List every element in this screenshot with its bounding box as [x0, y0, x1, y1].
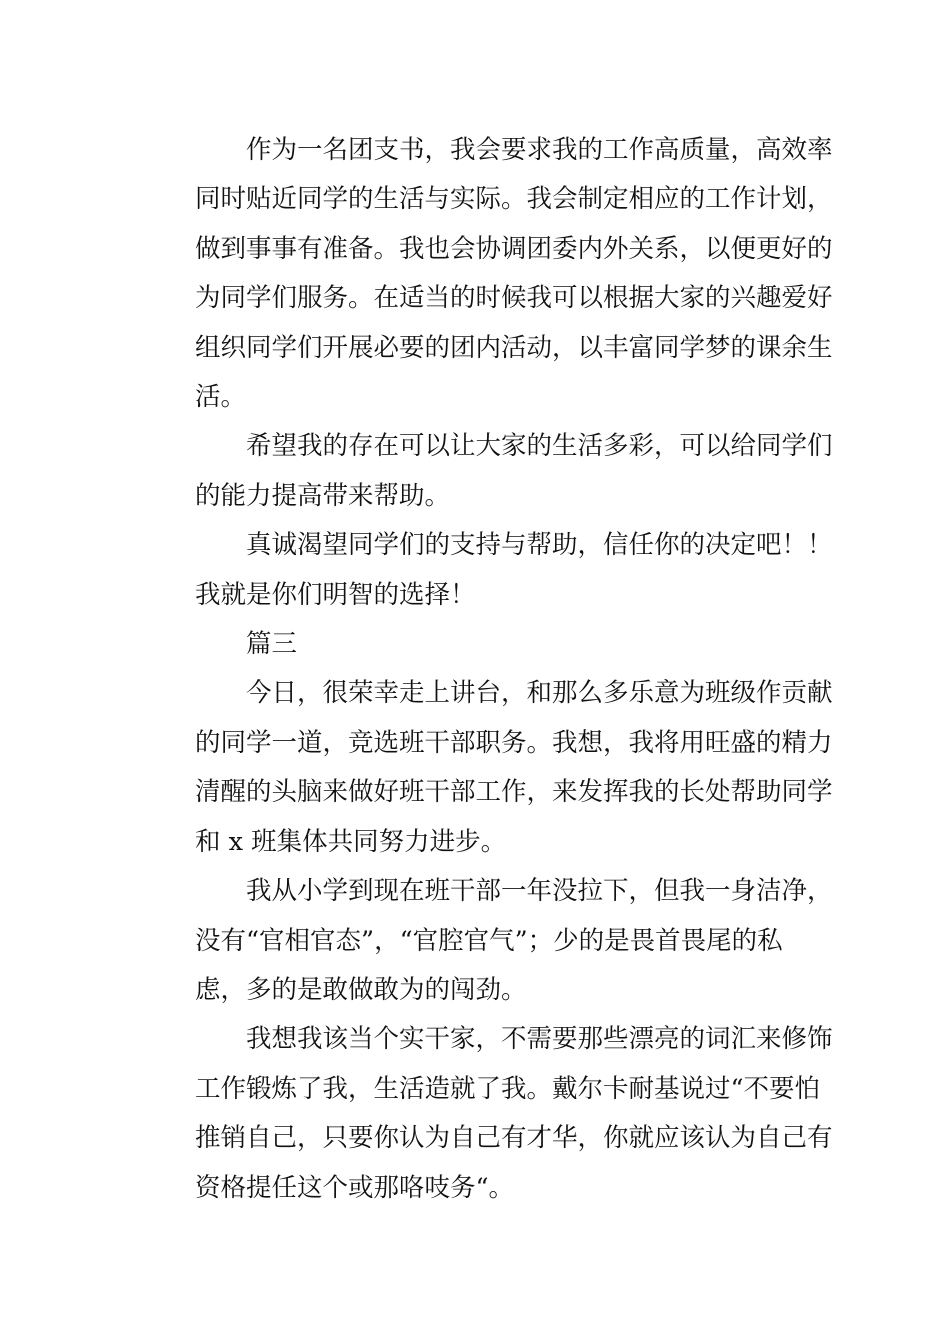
paragraph-4 — [144, 669, 833, 867]
text-line: 我想我该当个实干家，不需要那些漂亮的词汇来修饰 — [246, 1024, 833, 1055]
text-line: 我从小学到现在班干部一年没拉下，但我一身洁净， — [246, 876, 833, 907]
text-line: 的同学一道，竞选班干部职务。我想，我将用旺盛的精力 — [195, 727, 833, 758]
text-line: 希望我的存在可以让大家的生活多彩，可以给同学们 — [246, 431, 833, 462]
text-line: 和 x 班集体共同努力进步。 — [195, 826, 507, 857]
text-line: 做到事事有准备。我也会协调团委内外关系，以便更好的 — [195, 233, 833, 264]
document-body — [144, 126, 833, 1213]
text-line: 组织同学们开展必要的团内活动，以丰富同学梦的课余生 — [195, 332, 833, 363]
text-line: 作为一名团支书，我会要求我的工作高质量，高效率 — [246, 135, 833, 165]
text-line: 资格提任这个或那咯吱务“。 — [195, 1172, 515, 1203]
text-line: 虑，多的是敢做敢为的闯劲。 — [195, 974, 527, 1005]
text-line: 推销自己，只要你认为自己有才华，你就应该认为自己有 — [195, 1123, 833, 1154]
text-line: 为同学们服务。在适当的时候我可以根据大家的兴趣爱好 — [195, 283, 833, 314]
paragraph-3 — [144, 521, 833, 620]
text-line: 同时贴近同学的生活与实际。我会制定相应的工作计划， — [195, 184, 833, 215]
text-line: 的能力提高带来帮助。 — [195, 480, 451, 511]
section-heading-text: 篇三 — [246, 629, 298, 660]
text-line: 真诚渴望同学们的支持与帮助，信任你的决定吧！！ — [246, 530, 833, 561]
paragraph-6 — [144, 1015, 833, 1213]
text-line: 工作锻炼了我，生活造就了我。戴尔卡耐基说过“不要怕 — [195, 1073, 821, 1104]
text-line: 活。 — [195, 382, 247, 413]
paragraph-2 — [144, 422, 833, 521]
text-line: 今日，很荣幸走上讲台，和那么多乐意为班级作贡献 — [246, 678, 833, 709]
paragraph-5 — [144, 867, 833, 1015]
section-heading — [144, 620, 810, 669]
text-line: 清醒的头脑来做好班干部工作，来发挥我的长处帮助同学 — [195, 777, 833, 808]
paragraph-1 — [144, 126, 833, 422]
text-line: 我就是你们明智的选择！ — [195, 579, 476, 610]
text-line: 没有“官相官态”，“官腔官气”；少的是畏首畏尾的私 — [195, 925, 783, 956]
